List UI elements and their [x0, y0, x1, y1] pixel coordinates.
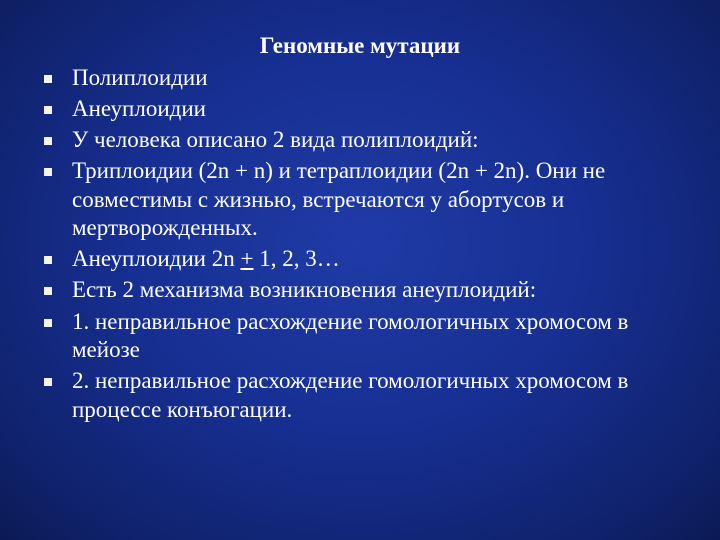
slide-title-text: Геномные мутации	[259, 33, 461, 58]
bullet-item-aneuploidy-formula	[44, 245, 704, 274]
bullet-text: Анеуплоидии	[72, 96, 206, 122]
bullet-text	[72, 245, 672, 274]
bullet-item-mechanism-conjugation	[44, 367, 704, 424]
square-bullet-icon	[44, 256, 52, 264]
bullet-text: У человека описано 2 вида полиплоидий:	[72, 127, 479, 153]
square-bullet-icon	[44, 378, 52, 386]
square-bullet-icon	[44, 137, 52, 145]
bullet-item-triploidy-tetraploidy	[44, 157, 704, 243]
bullet-item-human-polyploidy-types	[44, 126, 704, 155]
plus-minus-sign: +	[240, 246, 254, 272]
formula-suffix: 1, 2, 3…	[253, 246, 340, 272]
square-bullet-icon	[44, 106, 52, 114]
bullet-item-polyploidy	[44, 64, 704, 93]
bullet-list	[44, 64, 704, 427]
bullet-item-aneuploidy	[44, 95, 704, 124]
bullet-text: Полиплоидии	[72, 65, 208, 90]
square-bullet-icon	[44, 168, 52, 176]
square-bullet-icon	[44, 75, 52, 83]
bullet-item-mechanisms	[44, 276, 704, 305]
slide-title	[0, 31, 720, 61]
bullet-text: 1. неправильное расхождение гомологичных хромосом в мейозе	[72, 308, 629, 363]
bullet-text: 2. неправильное расхождение гомологичных хромосом в процессе конъюгации.	[72, 368, 629, 422]
bullet-item-mechanism-meiosis	[44, 308, 704, 365]
bullet-text: Есть 2 механизма возникновения анеуплоидий:	[72, 277, 537, 303]
bullet-text: Триплоидии (2n + n) и тетраплоидии (2n + 2n). Они не совместимы с жизнью, встречаются у абортусов и мертворожденных.	[72, 158, 606, 241]
square-bullet-icon	[44, 287, 52, 295]
formula-prefix: Анеуплоидии 2n	[72, 246, 241, 272]
square-bullet-icon	[44, 319, 52, 327]
